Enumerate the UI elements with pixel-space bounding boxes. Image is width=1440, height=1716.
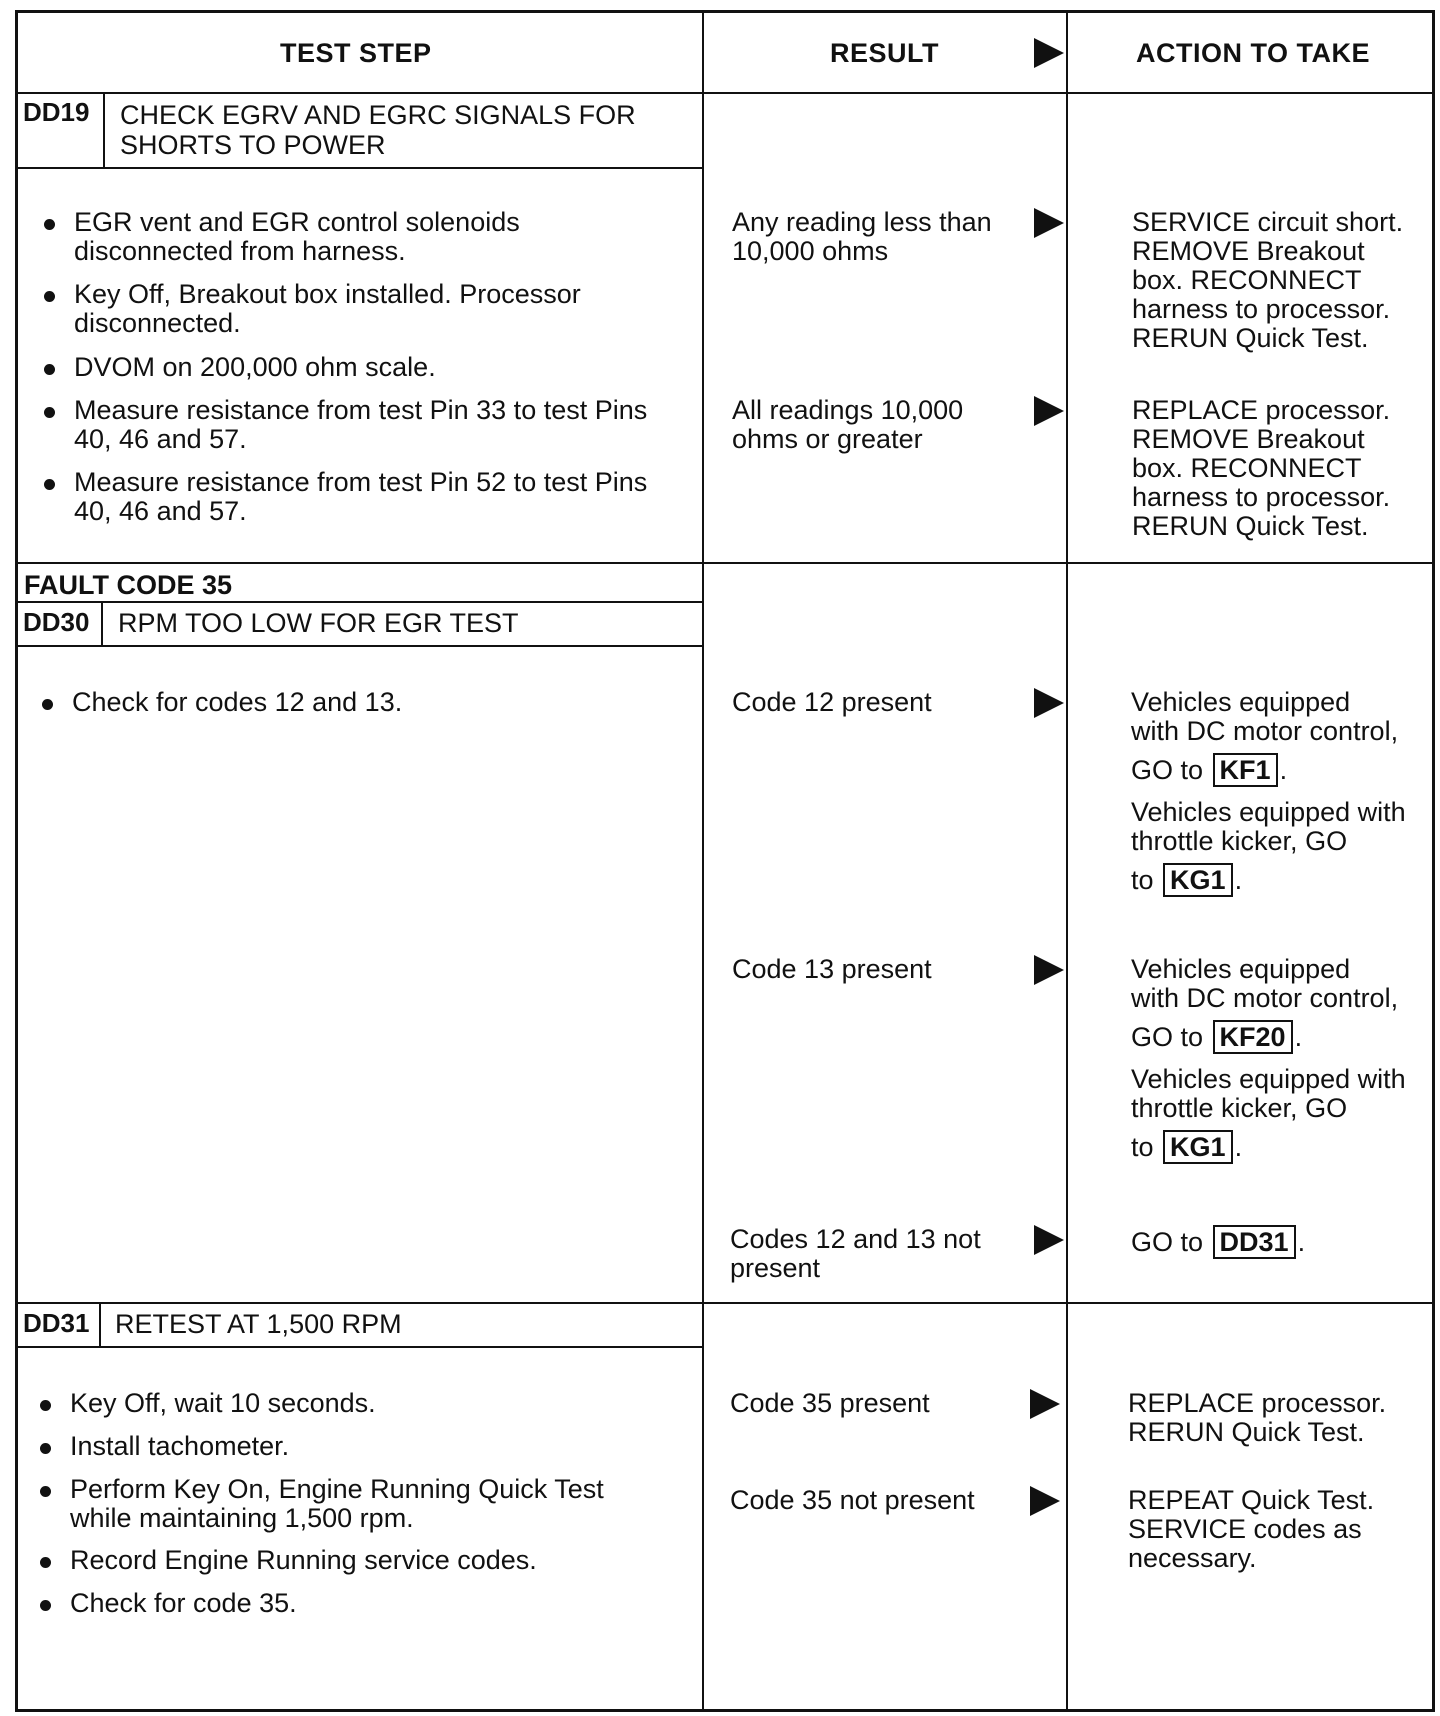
header-result: RESULT [830, 38, 939, 68]
action-text: GO to DD31 . [1131, 1227, 1306, 1257]
result-text: Code 13 present [732, 954, 932, 984]
step-title-dd19: CHECK EGRV AND EGRC SIGNALS FOR SHORTS TO POWER [120, 100, 636, 160]
result-text: Code 35 present [730, 1388, 930, 1418]
arrow-icon [1034, 688, 1064, 718]
step-ref-kg1: KG1 [1163, 1130, 1233, 1164]
action-text: SERVICE circuit short. REMOVE Breakout box. RECONNECT harness to processor. RERUN Quick Test. [1132, 207, 1404, 353]
result-text: Code 12 present [732, 687, 932, 717]
arrow-icon [1030, 1389, 1060, 1419]
step-ref-kf1: KF1 [1213, 753, 1278, 787]
arrow-icon [1034, 1225, 1064, 1255]
column-divider-1 [702, 10, 704, 1712]
arrow-icon [1034, 38, 1064, 68]
action-text: Vehicles equipped with DC motor control, GO to KF20 . Vehicles equipped with throttle kicker, GO to KG1 . [1131, 954, 1406, 1162]
fault-code-rule [15, 601, 703, 603]
header-rule [15, 92, 1435, 94]
step-title-rule [15, 1346, 703, 1348]
result-text: Any reading less than 10,000 ohms [732, 207, 992, 266]
result-text: All readings 10,000 ohms or greater [732, 395, 964, 454]
bullet-item: Check for code 35. [40, 1589, 297, 1618]
bullet-item: Key Off, Breakout box installed. Processor disconnected. [44, 280, 581, 338]
result-text: Code 35 not present [730, 1485, 975, 1515]
arrow-icon [1030, 1486, 1060, 1516]
bullet-item: Check for codes 12 and 13. [42, 688, 402, 717]
column-divider-2 [1066, 10, 1068, 1712]
step-title-rule [15, 167, 703, 169]
result-text: Codes 12 and 13 not present [730, 1224, 981, 1283]
step-title-dd30: RPM TOO LOW FOR EGR TEST [118, 608, 519, 638]
fault-code-heading: FAULT CODE 35 [24, 570, 233, 600]
bullet-item: Measure resistance from test Pin 52 to test Pins 40, 46 and 57. [44, 468, 647, 526]
arrow-icon [1034, 955, 1064, 985]
bullet-item: DVOM on 200,000 ohm scale. [44, 353, 436, 382]
step-title-dd31: RETEST AT 1,500 RPM [115, 1309, 402, 1339]
step-code-dd31: DD31 [15, 1304, 101, 1346]
arrow-icon [1034, 208, 1064, 238]
section-rule [15, 1302, 1435, 1304]
bullet-item: Perform Key On, Engine Running Quick Test while maintaining 1,500 rpm. [40, 1475, 604, 1533]
header-action: ACTION TO TAKE [1136, 38, 1370, 68]
bullet-item: Record Engine Running service codes. [40, 1546, 537, 1575]
action-text: REPLACE processor. RERUN Quick Test. [1128, 1388, 1387, 1447]
step-ref-kg1: KG1 [1163, 863, 1233, 897]
section-rule [15, 562, 1435, 564]
step-code-dd30: DD30 [15, 603, 103, 645]
bullet-item: Install tachometer. [40, 1432, 289, 1461]
step-ref-dd31: DD31 [1213, 1225, 1296, 1259]
bullet-item: Measure resistance from test Pin 33 to test Pins 40, 46 and 57. [44, 396, 647, 454]
action-text: Vehicles equipped with DC motor control, GO to KF1 . Vehicles equipped with throttle kicker, GO to KG1 . [1131, 687, 1406, 895]
bullet-item: EGR vent and EGR control solenoids disconnected from harness. [44, 208, 520, 266]
step-code-dd19: DD19 [15, 93, 105, 169]
action-text: REPLACE processor. REMOVE Breakout box. RECONNECT harness to processor. RERUN Quick Test. [1132, 395, 1391, 541]
bullet-item: Key Off, wait 10 seconds. [40, 1389, 376, 1418]
arrow-icon [1034, 396, 1064, 426]
step-ref-kf20: KF20 [1213, 1020, 1293, 1054]
header-test-step: TEST STEP [280, 38, 432, 68]
action-text: REPEAT Quick Test. SERVICE codes as necessary. [1128, 1485, 1375, 1573]
step-title-rule [15, 645, 703, 647]
